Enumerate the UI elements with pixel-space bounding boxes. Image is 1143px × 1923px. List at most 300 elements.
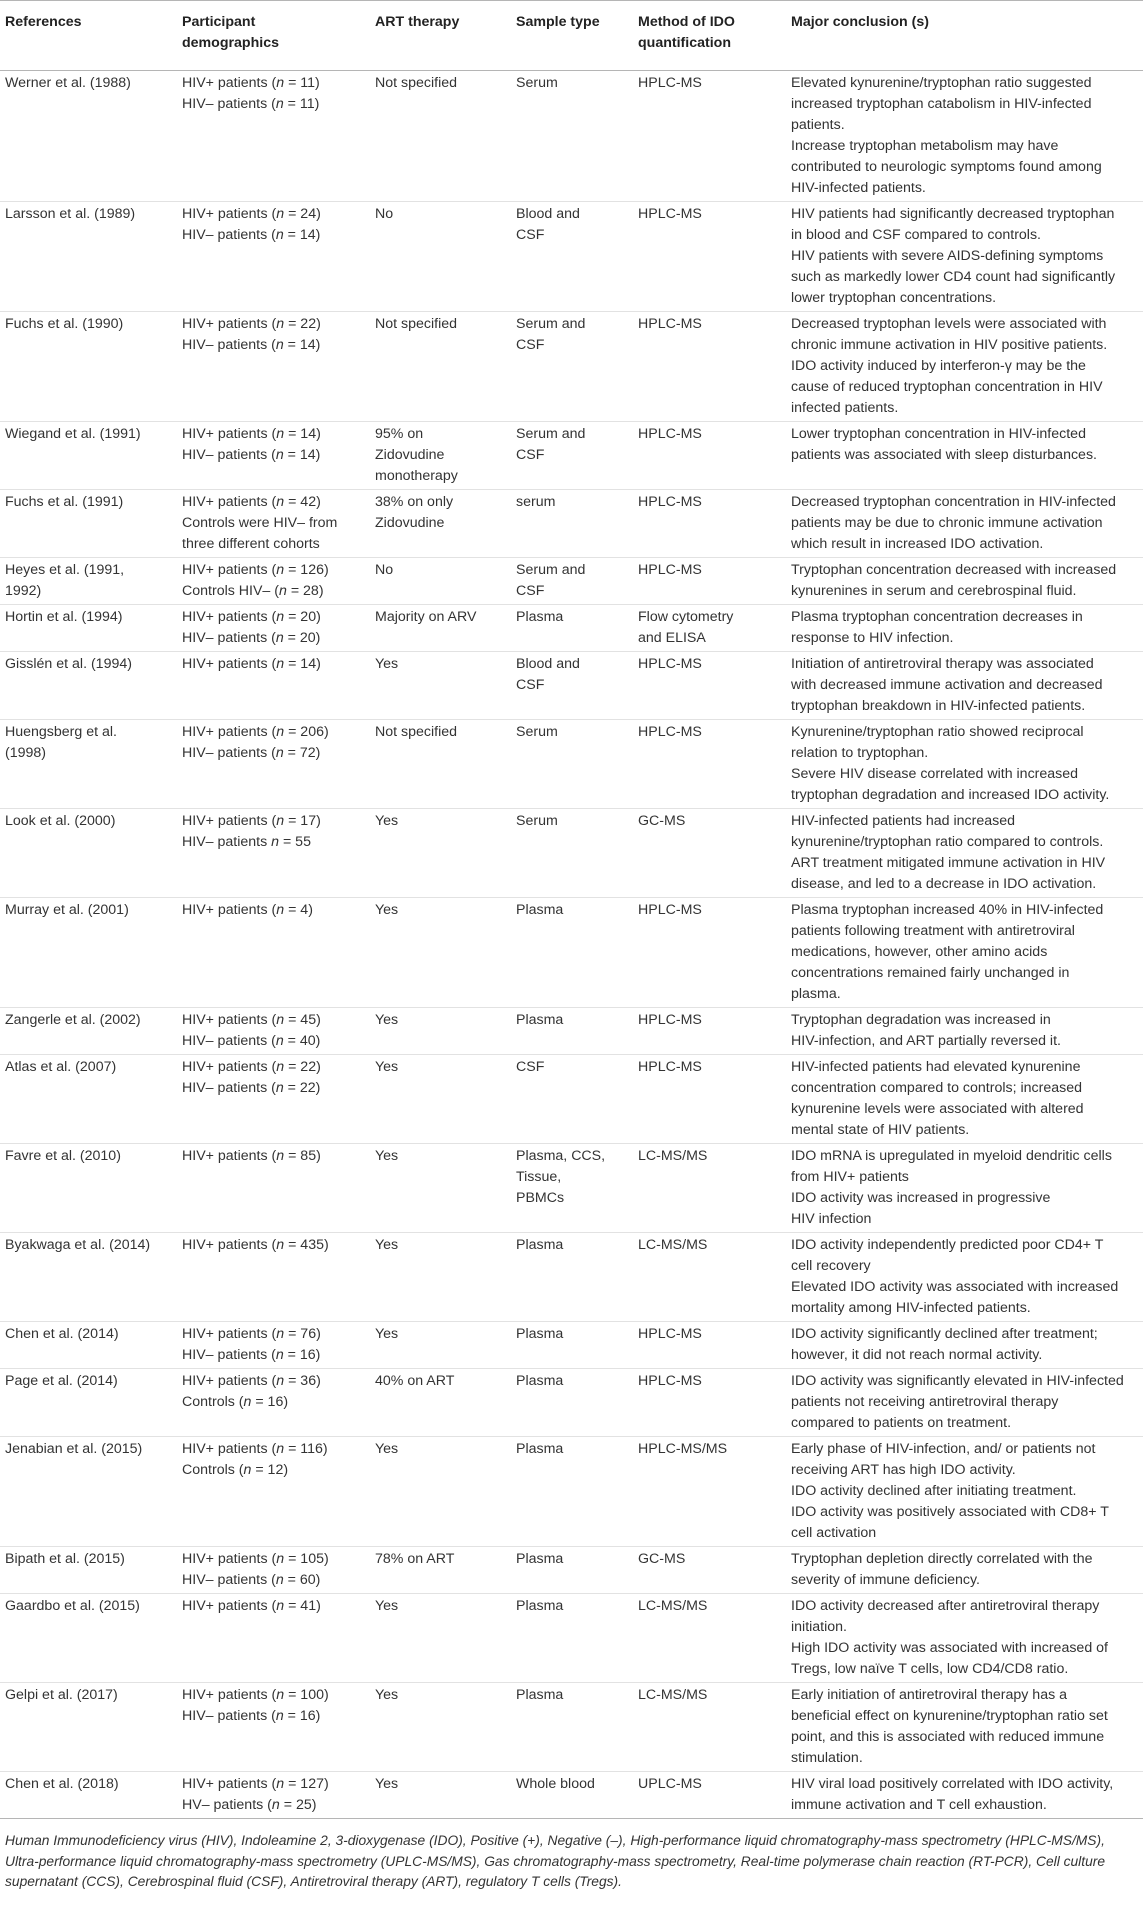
cell-participant-demographics: [177, 720, 370, 809]
cell-participant-demographics: [177, 652, 370, 720]
sample-type-line: Plasma: [516, 1551, 564, 1567]
column-header-sample-type: [511, 1, 633, 71]
sample-type-line: Plasma: [516, 1598, 564, 1614]
major-conclusion-line: immune activation and T cell exhaustion.: [791, 1797, 1047, 1813]
cell-method: [633, 1547, 786, 1594]
art-therapy-line: Zidovudine: [375, 447, 445, 463]
major-conclusion-line: such as markedly lower CD4 count had significantly: [791, 269, 1116, 285]
cell-participant-demographics: [177, 71, 370, 202]
cell-reference: [0, 202, 177, 312]
participant-demographics-line: HIV+ patients (n = 127): [182, 1776, 329, 1792]
header-line: Sample type: [516, 14, 600, 30]
participant-demographics-line: HIV+ patients (n = 4): [182, 902, 313, 918]
cell-participant-demographics: [177, 202, 370, 312]
reference-line: Chen et al. (2014): [5, 1326, 119, 1342]
art-therapy-line: Zidovudine: [375, 515, 445, 531]
reference-line: Jenabian et al. (2015): [5, 1441, 143, 1457]
cell-major-conclusion: [786, 1683, 1143, 1772]
cell-reference: [0, 1594, 177, 1683]
table-row: [0, 1772, 1143, 1819]
cell-sample-type: [511, 1547, 633, 1594]
art-therapy-line: Yes: [375, 1148, 399, 1164]
major-conclusion-line: mental state of HIV patients.: [791, 1122, 970, 1138]
cell-participant-demographics: [177, 558, 370, 605]
major-conclusion-line: HIV-infected patients had increased: [791, 813, 1015, 829]
table-row: [0, 1055, 1143, 1144]
cell-sample-type: [511, 1322, 633, 1369]
cell-method: [633, 1772, 786, 1819]
sample-type-line: Serum and: [516, 562, 586, 578]
participant-demographics-line: HIV– patients n = 55: [182, 834, 311, 850]
participant-demographics-line: HIV– patients (n = 40): [182, 1033, 321, 1049]
sample-type-line: Serum and: [516, 426, 586, 442]
table-row: [0, 1144, 1143, 1233]
cell-method: [633, 71, 786, 202]
cell-sample-type: [511, 720, 633, 809]
reference-line: 1992): [5, 583, 42, 599]
cell-participant-demographics: [177, 1547, 370, 1594]
cell-major-conclusion: [786, 1547, 1143, 1594]
major-conclusion-line: increased tryptophan catabolism in HIV-infected: [791, 96, 1092, 112]
sample-type-line: Plasma: [516, 1441, 564, 1457]
cell-participant-demographics: [177, 1772, 370, 1819]
method-line: and ELISA: [638, 630, 706, 646]
major-conclusion-line: IDO activity was significantly elevated in HIV-infected: [791, 1373, 1124, 1389]
cell-sample-type: [511, 809, 633, 898]
participant-demographics-line: HIV– patients (n = 14): [182, 227, 321, 243]
sample-type-line: CSF: [516, 227, 545, 243]
participant-demographics-line: HIV– patients (n = 14): [182, 337, 321, 353]
participant-demographics-line: HIV+ patients (n = 206): [182, 724, 329, 740]
cell-sample-type: [511, 422, 633, 490]
art-therapy-line: No: [375, 206, 394, 222]
major-conclusion-line: patients not receiving antiretroviral therapy: [791, 1394, 1059, 1410]
major-conclusion-line: HIV-infected patients had elevated kynurenine: [791, 1059, 1081, 1075]
header-line: References: [5, 14, 82, 30]
reference-line: Atlas et al. (2007): [5, 1059, 117, 1075]
sample-type-line: serum: [516, 494, 556, 510]
method-line: HPLC-MS: [638, 902, 702, 918]
major-conclusion-line: plasma.: [791, 986, 841, 1002]
sample-type-line: Plasma: [516, 1687, 564, 1703]
major-conclusion-line: patients.: [791, 117, 845, 133]
cell-major-conclusion: [786, 71, 1143, 202]
cell-art-therapy: [370, 898, 511, 1008]
table-footnote: [0, 1819, 1143, 1893]
major-conclusion-line: mortality among HIV-infected patients.: [791, 1300, 1031, 1316]
participant-demographics-line: HV– patients (n = 25): [182, 1797, 317, 1813]
method-line: HPLC-MS: [638, 562, 702, 578]
reference-line: Fuchs et al. (1991): [5, 494, 124, 510]
sample-type-line: Serum: [516, 813, 558, 829]
art-therapy-line: Yes: [375, 1012, 399, 1028]
cell-major-conclusion: [786, 490, 1143, 558]
participant-demographics-line: Controls (n = 12): [182, 1462, 289, 1478]
header-line: Major conclusion (s): [791, 14, 929, 30]
art-therapy-line: 38% on only: [375, 494, 454, 510]
cell-reference: [0, 1008, 177, 1055]
major-conclusion-line: severity of immune deficiency.: [791, 1572, 980, 1588]
cell-major-conclusion: [786, 652, 1143, 720]
table-row: [0, 1008, 1143, 1055]
cell-reference: [0, 1437, 177, 1547]
major-conclusion-line: concentrations remained fairly unchanged in: [791, 965, 1070, 981]
method-line: GC-MS: [638, 813, 686, 829]
cell-reference: [0, 1144, 177, 1233]
method-line: UPLC-MS: [638, 1776, 702, 1792]
major-conclusion-line: patients was associated with sleep disturbances.: [791, 447, 1097, 463]
major-conclusion-line: which result in increased IDO activation.: [791, 536, 1044, 552]
art-therapy-line: Yes: [375, 813, 399, 829]
method-line: LC-MS/MS: [638, 1237, 708, 1253]
table-row: [0, 202, 1143, 312]
major-conclusion-line: Decreased tryptophan levels were associated with: [791, 316, 1107, 332]
major-conclusion-line: concentration compared to controls; increased: [791, 1080, 1083, 1096]
cell-art-therapy: [370, 1437, 511, 1547]
cell-art-therapy: [370, 558, 511, 605]
column-header-participant-demographics: [177, 1, 370, 71]
sample-type-line: Plasma: [516, 1373, 564, 1389]
table-row: [0, 422, 1143, 490]
method-line: HPLC-MS/MS: [638, 1441, 728, 1457]
sample-type-line: Plasma: [516, 1012, 564, 1028]
cell-method: [633, 809, 786, 898]
participant-demographics-line: HIV– patients (n = 60): [182, 1572, 321, 1588]
method-line: HPLC-MS: [638, 206, 702, 222]
major-conclusion-line: cause of reduced tryptophan concentration in HIV: [791, 379, 1103, 395]
major-conclusion-line: Lower tryptophan concentration in HIV-infected: [791, 426, 1086, 442]
sample-type-line: Tissue,: [516, 1169, 562, 1185]
sample-type-line: Blood and: [516, 206, 580, 222]
cell-sample-type: [511, 1233, 633, 1322]
cell-method: [633, 1369, 786, 1437]
cell-major-conclusion: [786, 1233, 1143, 1322]
participant-demographics-line: HIV– patients (n = 16): [182, 1708, 321, 1724]
sample-type-line: Plasma: [516, 1326, 564, 1342]
major-conclusion-line: Elevated kynurenine/tryptophan ratio suggested: [791, 75, 1092, 91]
major-conclusion-line: relation to tryptophan.: [791, 745, 929, 761]
cell-sample-type: [511, 1772, 633, 1819]
table-row: [0, 1547, 1143, 1594]
table-body: [0, 71, 1143, 1819]
major-conclusion-line: IDO activity was increased in progressive: [791, 1190, 1051, 1206]
major-conclusion-line: High IDO activity was associated with increased of: [791, 1640, 1108, 1656]
reference-line: Gisslén et al. (1994): [5, 656, 132, 672]
method-line: Flow cytometry: [638, 609, 734, 625]
major-conclusion-line: kynurenine levels were associated with altered: [791, 1101, 1084, 1117]
cell-participant-demographics: [177, 1008, 370, 1055]
cell-art-therapy: [370, 71, 511, 202]
participant-demographics-line: HIV+ patients (n = 36): [182, 1373, 321, 1389]
major-conclusion-line: receiving ART has high IDO activity.: [791, 1462, 1016, 1478]
major-conclusion-line: response to HIV infection.: [791, 630, 954, 646]
participant-demographics-line: HIV+ patients (n = 116): [182, 1441, 328, 1457]
cell-major-conclusion: [786, 605, 1143, 652]
method-line: LC-MS/MS: [638, 1598, 708, 1614]
cell-sample-type: [511, 1055, 633, 1144]
method-line: LC-MS/MS: [638, 1148, 708, 1164]
reference-line: Wiegand et al. (1991): [5, 426, 141, 442]
cell-reference: [0, 652, 177, 720]
reference-line: Gelpi et al. (2017): [5, 1687, 118, 1703]
major-conclusion-line: Kynurenine/tryptophan ratio showed reciprocal: [791, 724, 1084, 740]
header-line: Participant: [182, 14, 256, 30]
reference-line: Murray et al. (2001): [5, 902, 129, 918]
cell-participant-demographics: [177, 898, 370, 1008]
reference-line: Gaardbo et al. (2015): [5, 1598, 140, 1614]
cell-method: [633, 202, 786, 312]
cell-sample-type: [511, 490, 633, 558]
reference-line: Chen et al. (2018): [5, 1776, 119, 1792]
table-row: [0, 720, 1143, 809]
cell-participant-demographics: [177, 1437, 370, 1547]
major-conclusion-line: ART treatment mitigated immune activation in HIV: [791, 855, 1106, 871]
major-conclusion-line: patients following treatment with antiretroviral: [791, 923, 1075, 939]
header-line: ART therapy: [375, 14, 460, 30]
cell-art-therapy: [370, 422, 511, 490]
cell-participant-demographics: [177, 312, 370, 422]
method-line: HPLC-MS: [638, 656, 702, 672]
art-therapy-line: 40% on ART: [375, 1373, 455, 1389]
art-therapy-line: monotherapy: [375, 468, 458, 484]
table-row: [0, 312, 1143, 422]
method-line: HPLC-MS: [638, 1012, 702, 1028]
table-row: [0, 1322, 1143, 1369]
cell-sample-type: [511, 605, 633, 652]
cell-participant-demographics: [177, 1369, 370, 1437]
cell-reference: [0, 1547, 177, 1594]
cell-participant-demographics: [177, 1144, 370, 1233]
cell-art-therapy: [370, 605, 511, 652]
participant-demographics-line: HIV+ patients (n = 76): [182, 1326, 321, 1342]
major-conclusion-line: IDO activity was positively associated with CD8+ T: [791, 1504, 1109, 1520]
cell-participant-demographics: [177, 605, 370, 652]
sample-type-line: Plasma: [516, 609, 564, 625]
header-line: Method of IDO: [638, 14, 735, 30]
cell-major-conclusion: [786, 898, 1143, 1008]
participant-demographics-line: HIV+ patients (n = 11): [182, 75, 320, 91]
reference-line: Larsson et al. (1989): [5, 206, 136, 222]
cell-reference: [0, 71, 177, 202]
participant-demographics-line: HIV+ patients (n = 22): [182, 316, 321, 332]
cell-reference: [0, 898, 177, 1008]
table-row: [0, 1369, 1143, 1437]
cell-major-conclusion: [786, 1008, 1143, 1055]
art-therapy-line: Not specified: [375, 724, 458, 740]
participant-demographics-line: HIV+ patients (n = 45): [182, 1012, 321, 1028]
footnote-line: Ultra-performance liquid chromatography-mass spectrometry (UPLC-MS/MS), Gas chromatography-mass spectrometry, Real-time polymerase chain reaction (RT-PCR), Cell culture: [5, 1853, 1106, 1869]
header-line: demographics: [182, 35, 279, 51]
major-conclusion-line: cell activation: [791, 1525, 877, 1541]
cell-method: [633, 1008, 786, 1055]
cell-method: [633, 1233, 786, 1322]
major-conclusion-line: in blood and CSF compared to controls.: [791, 227, 1041, 243]
cell-method: [633, 312, 786, 422]
cell-art-therapy: [370, 312, 511, 422]
cell-major-conclusion: [786, 809, 1143, 898]
participant-demographics-line: HIV+ patients (n = 20): [182, 609, 321, 625]
participant-demographics-line: HIV+ patients (n = 14): [182, 656, 321, 672]
cell-method: [633, 652, 786, 720]
cell-participant-demographics: [177, 1322, 370, 1369]
cell-major-conclusion: [786, 1437, 1143, 1547]
participant-demographics-line: HIV+ patients (n = 24): [182, 206, 321, 222]
reference-line: Werner et al. (1988): [5, 75, 131, 91]
major-conclusion-line: IDO mRNA is upregulated in myeloid dendritic cells: [791, 1148, 1112, 1164]
reference-line: Hortin et al. (1994): [5, 609, 123, 625]
cell-art-therapy: [370, 202, 511, 312]
major-conclusion-line: medications, however, other amino acids: [791, 944, 1048, 960]
cell-sample-type: [511, 898, 633, 1008]
participant-demographics-line: HIV+ patients (n = 85): [182, 1148, 321, 1164]
sample-type-line: Blood and: [516, 656, 580, 672]
major-conclusion-line: IDO activity independently predicted poor CD4+ T: [791, 1237, 1104, 1253]
major-conclusion-line: HIV infection: [791, 1211, 872, 1227]
table-row: [0, 898, 1143, 1008]
art-therapy-line: Yes: [375, 1441, 399, 1457]
art-therapy-line: Yes: [375, 902, 399, 918]
major-conclusion-line: Plasma tryptophan concentration decreases in: [791, 609, 1083, 625]
cell-major-conclusion: [786, 1144, 1143, 1233]
art-therapy-line: Not specified: [375, 316, 458, 332]
footnote-line: Human Immunodeficiency virus (HIV), Indoleamine 2, 3-dioxygenase (IDO), Positive (+), Negative (–), High-performance liquid chromatography-mass spectrometry (HPLC-MS/MS),: [5, 1833, 1105, 1848]
major-conclusion-line: tryptophan degradation and increased IDO activity.: [791, 787, 1110, 803]
participant-demographics-line: HIV+ patients (n = 42): [182, 494, 321, 510]
sample-type-line: Plasma: [516, 902, 564, 918]
participant-demographics-line: HIV+ patients (n = 22): [182, 1059, 321, 1075]
cell-major-conclusion: [786, 1055, 1143, 1144]
cell-major-conclusion: [786, 422, 1143, 490]
major-conclusion-line: Tryptophan depletion directly correlated with the: [791, 1551, 1093, 1567]
reference-line: Fuchs et al. (1990): [5, 316, 124, 332]
major-conclusion-line: HIV-infected patients.: [791, 180, 926, 196]
cell-art-therapy: [370, 720, 511, 809]
cell-participant-demographics: [177, 1233, 370, 1322]
method-line: HPLC-MS: [638, 494, 702, 510]
major-conclusion-line: chronic immune activation in HIV positive patients.: [791, 337, 1108, 353]
reference-line: Look et al. (2000): [5, 813, 116, 829]
footnote-line: supernatant (CCS), Cerebrospinal fluid (CSF), Antiretroviral therapy (ART), regulatory T cells (Tregs).: [5, 1874, 622, 1889]
cell-sample-type: [511, 1437, 633, 1547]
art-therapy-line: No: [375, 562, 394, 578]
major-conclusion-line: kynurenines in serum and cerebrospinal fluid.: [791, 583, 1077, 599]
sample-type-line: Serum and: [516, 316, 586, 332]
cell-art-therapy: [370, 1683, 511, 1772]
participant-demographics-line: HIV– patients (n = 14): [182, 447, 321, 463]
major-conclusion-line: IDO activity decreased after antiretroviral therapy: [791, 1598, 1100, 1614]
cell-sample-type: [511, 558, 633, 605]
cell-reference: [0, 1055, 177, 1144]
table-row: [0, 1437, 1143, 1547]
table-row: [0, 71, 1143, 202]
art-therapy-line: Yes: [375, 1326, 399, 1342]
major-conclusion-line: however, it did not reach normal activity.: [791, 1347, 1043, 1363]
column-header-method: [633, 1, 786, 71]
method-line: HPLC-MS: [638, 724, 702, 740]
cell-sample-type: [511, 312, 633, 422]
major-conclusion-line: cell recovery: [791, 1258, 871, 1274]
cell-major-conclusion: [786, 1322, 1143, 1369]
sample-type-line: CSF: [516, 677, 545, 693]
method-line: HPLC-MS: [638, 1373, 702, 1389]
method-line: HPLC-MS: [638, 1059, 702, 1075]
sample-type-line: CSF: [516, 583, 545, 599]
sample-type-line: CSF: [516, 1059, 545, 1075]
participant-demographics-line: HIV+ patients (n = 435): [182, 1237, 329, 1253]
cell-reference: [0, 809, 177, 898]
art-therapy-line: 95% on: [375, 426, 424, 442]
major-conclusion-line: Decreased tryptophan concentration in HIV-infected: [791, 494, 1116, 510]
major-conclusion-line: HIV patients had significantly decreased tryptophan: [791, 206, 1115, 222]
participant-demographics-line: Controls (n = 16): [182, 1394, 289, 1410]
cell-participant-demographics: [177, 1683, 370, 1772]
method-line: HPLC-MS: [638, 316, 702, 332]
art-therapy-line: Not specified: [375, 75, 458, 91]
participant-demographics-line: HIV– patients (n = 72): [182, 745, 321, 761]
cell-major-conclusion: [786, 1369, 1143, 1437]
cell-method: [633, 422, 786, 490]
major-conclusion-line: HIV viral load positively correlated with IDO activity,: [791, 1776, 1114, 1792]
cell-method: [633, 898, 786, 1008]
cell-sample-type: [511, 202, 633, 312]
method-line: LC-MS/MS: [638, 1687, 708, 1703]
participant-demographics-line: Controls HIV– (n = 28): [182, 583, 324, 599]
major-conclusion-line: disease, and led to a decrease in IDO activation.: [791, 876, 1097, 892]
cell-reference: [0, 1369, 177, 1437]
cell-method: [633, 605, 786, 652]
cell-art-therapy: [370, 1322, 511, 1369]
cell-reference: [0, 605, 177, 652]
major-conclusion-line: IDO activity significantly declined after treatment;: [791, 1326, 1098, 1342]
column-header-major-conclusions: [786, 1, 1143, 71]
header-line: quantification: [638, 35, 732, 51]
cell-method: [633, 1144, 786, 1233]
cell-reference: [0, 1772, 177, 1819]
sample-type-line: Whole blood: [516, 1776, 595, 1792]
cell-major-conclusion: [786, 1772, 1143, 1819]
sample-type-line: Plasma: [516, 1237, 564, 1253]
cell-sample-type: [511, 1144, 633, 1233]
major-conclusion-line: HIV patients with severe AIDS-defining symptoms: [791, 248, 1104, 264]
cell-sample-type: [511, 1594, 633, 1683]
reference-line: Bipath et al. (2015): [5, 1551, 125, 1567]
cell-sample-type: [511, 1008, 633, 1055]
major-conclusion-line: Severe HIV disease correlated with increased: [791, 766, 1079, 782]
reference-line: Huengsberg et al.: [5, 724, 117, 740]
reference-line: Favre et al. (2010): [5, 1148, 121, 1164]
table-row: [0, 1683, 1143, 1772]
cell-method: [633, 720, 786, 809]
art-therapy-line: Yes: [375, 1776, 399, 1792]
cell-reference: [0, 1233, 177, 1322]
art-therapy-line: Yes: [375, 1237, 399, 1253]
cell-reference: [0, 558, 177, 605]
cell-method: [633, 558, 786, 605]
major-conclusion-line: Tregs, low naïve T cells, low CD4/CD8 ratio.: [791, 1661, 1069, 1677]
table-row: [0, 605, 1143, 652]
participant-demographics-line: HIV+ patients (n = 14): [182, 426, 321, 442]
cell-sample-type: [511, 71, 633, 202]
participant-demographics-line: HIV+ patients (n = 17): [182, 813, 321, 829]
cell-method: [633, 1594, 786, 1683]
major-conclusion-line: Tryptophan degradation was increased in: [791, 1012, 1051, 1028]
major-conclusion-line: HIV-infection, and ART partially reversed it.: [791, 1033, 1061, 1049]
cell-art-therapy: [370, 1008, 511, 1055]
cell-method: [633, 1322, 786, 1369]
cell-art-therapy: [370, 1144, 511, 1233]
participant-demographics-line: HIV– patients (n = 16): [182, 1347, 321, 1363]
cell-art-therapy: [370, 809, 511, 898]
